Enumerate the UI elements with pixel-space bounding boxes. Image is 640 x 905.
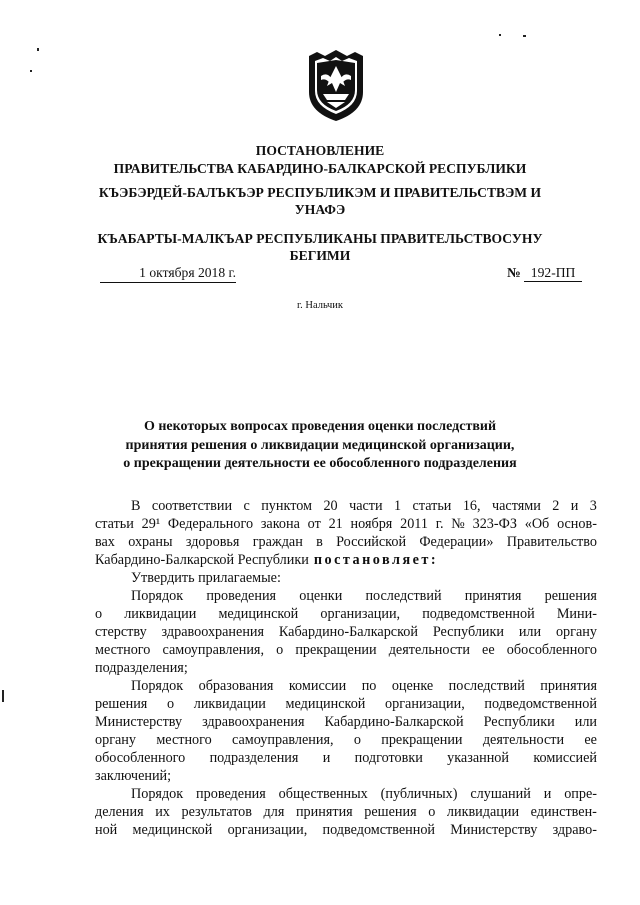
text-word: местного xyxy=(95,642,151,658)
text-word: статьи xyxy=(95,516,134,532)
text-word: последствий xyxy=(365,588,442,604)
text-word: органу xyxy=(95,732,136,748)
text-word: 3 xyxy=(589,498,597,514)
text-word: или xyxy=(518,624,542,640)
scan-speck xyxy=(37,48,39,51)
text-line xyxy=(95,767,597,785)
text-word: здраво- xyxy=(552,822,597,838)
decree-body xyxy=(95,497,597,839)
text-word: «Об xyxy=(524,516,550,532)
text-word: Кабардино-Балкарской xyxy=(324,714,464,730)
text-word: опре- xyxy=(564,786,597,802)
text-word: В xyxy=(131,498,141,514)
header-bal-line: КЪАБАРТЫ-МАЛКЪАР РЕСПУБЛИКАНЫ ПРАВИТЕЛЬСТВОСУНУ xyxy=(97,231,543,246)
text-word: 16, xyxy=(462,498,481,514)
text-word: или xyxy=(574,714,597,730)
scan-speck xyxy=(523,35,526,37)
scan-mark xyxy=(2,690,4,702)
header-ru xyxy=(80,142,560,177)
text-word: 2011 xyxy=(400,516,428,532)
text-word: Министерству xyxy=(95,714,183,730)
text-word: деятельности xyxy=(482,732,565,748)
text-word: ее xyxy=(584,732,597,748)
text-word: 20 xyxy=(323,498,338,514)
text-word: самоуправления, xyxy=(232,732,334,748)
text-word: в xyxy=(316,534,323,550)
text-word: от xyxy=(307,516,321,532)
text-word: пунктом xyxy=(261,498,313,514)
text-word: Федерации» xyxy=(419,534,494,550)
text-word: по xyxy=(361,678,377,694)
text-word: результатов xyxy=(181,804,252,820)
text-line xyxy=(95,587,597,605)
text-word: Российской xyxy=(336,534,407,550)
text-line xyxy=(95,659,597,677)
text-word: о xyxy=(95,606,103,622)
text-line xyxy=(95,695,597,713)
text-word: комиссией xyxy=(533,750,597,766)
text-word: и xyxy=(570,498,579,514)
text-word: здравоохранения xyxy=(161,624,265,640)
text-word: медицинской xyxy=(132,822,213,838)
header-ru-line: ПОСТАНОВЛЕНИЕ xyxy=(255,143,385,158)
text-word: самоуправления, xyxy=(162,642,265,658)
text-word: ной xyxy=(95,822,118,838)
paragraph-3 xyxy=(95,587,597,659)
decree-number xyxy=(507,265,591,282)
text-word: закона xyxy=(260,516,300,532)
text-word: 1 xyxy=(394,498,402,514)
text-word: медицинской xyxy=(285,696,366,712)
text-word: комиссии xyxy=(288,678,347,694)
text-word: указанной xyxy=(447,750,509,766)
text-word: оценке xyxy=(391,678,434,694)
text-word: Республики xyxy=(432,624,504,640)
text-word: прекращении xyxy=(295,642,377,658)
decree-title xyxy=(80,418,560,474)
header-kab xyxy=(80,184,560,218)
header-bal xyxy=(80,230,560,264)
text-word: подведомственной xyxy=(322,822,436,838)
text-word: Порядок xyxy=(131,588,184,604)
text-word: органу xyxy=(555,624,597,640)
text-word: организации, xyxy=(385,696,465,712)
text-word: № xyxy=(451,516,465,532)
text-line xyxy=(95,803,597,821)
text-word: (публичных) xyxy=(380,786,458,802)
scan-speck xyxy=(499,34,501,36)
text-word: организации, xyxy=(320,606,401,622)
header-kab-line: УНАФЭ xyxy=(294,202,346,217)
text-word: обособленного xyxy=(506,642,597,658)
text-word: части xyxy=(349,498,383,514)
text-word: основ- xyxy=(557,516,597,532)
text-word: здравоохранения xyxy=(202,714,305,730)
text-word: ликвидации xyxy=(446,804,520,820)
text-word: г. xyxy=(435,516,444,532)
text-word: стерству xyxy=(95,624,147,640)
text-line xyxy=(95,623,597,641)
paragraph-1 xyxy=(95,497,597,551)
title-line: О некоторых вопросах проведения оценки последствий xyxy=(143,419,497,434)
text-word: с xyxy=(243,498,250,514)
text-word: заключений; xyxy=(95,768,172,784)
text-word: 323-ФЗ xyxy=(472,516,517,532)
text-word: о xyxy=(276,642,284,658)
text-word: Утвердить прилагаемые: xyxy=(131,570,281,586)
text-word: о xyxy=(166,696,175,712)
text-line xyxy=(95,677,597,695)
text-line xyxy=(95,569,597,587)
text-line xyxy=(95,821,597,839)
text-word: решения xyxy=(364,804,417,820)
text-word: Федерального xyxy=(167,516,254,532)
text-word: подведомственной xyxy=(422,606,535,622)
text-line xyxy=(95,497,597,515)
text-word: здоровья xyxy=(185,534,240,550)
paragraph-5 xyxy=(95,785,597,839)
text-line xyxy=(95,731,597,749)
text-word: 2 xyxy=(552,498,560,514)
title-line: принятия решения о ликвидации медицинской организации, xyxy=(125,437,515,453)
text-word: и xyxy=(322,750,331,766)
text-word: подготовки xyxy=(354,750,423,766)
text-line xyxy=(95,749,597,767)
text-word: 21 xyxy=(328,516,343,532)
text-word: 29¹ xyxy=(141,516,161,532)
text-line xyxy=(95,551,597,569)
text-word: медицинской xyxy=(218,606,299,622)
text-word: Республики xyxy=(483,714,555,730)
city-line: г. Нальчик xyxy=(297,300,343,311)
text-word: статьи xyxy=(412,498,452,514)
text-word: и xyxy=(543,786,552,802)
text-word: оценки xyxy=(299,588,343,604)
text-word: подведомственной xyxy=(484,696,597,712)
paragraph-4 xyxy=(95,677,597,767)
text-word: ее xyxy=(482,642,495,658)
text-word: единствен- xyxy=(530,804,597,820)
text-word: Порядок xyxy=(131,786,184,802)
text-word: подразделения; xyxy=(95,660,188,676)
text-line xyxy=(95,515,597,533)
title-line: о прекращении деятельности ее обособленного подразделения xyxy=(123,456,517,471)
text-word: частями xyxy=(491,498,541,514)
text-word: граждан xyxy=(252,534,303,550)
header-bal-line: БЕГИМИ xyxy=(289,248,351,263)
text-word: решения xyxy=(95,696,148,712)
text-line xyxy=(95,641,597,659)
text-word: принятия xyxy=(295,804,353,820)
text-word: подразделения xyxy=(209,750,299,766)
text-word: проведения xyxy=(206,588,277,604)
text-word: Кабардино-Балкарской Республики xyxy=(95,552,309,568)
text-word: организации, xyxy=(227,822,308,838)
text-word: ноября xyxy=(350,516,393,532)
text-word: охраны xyxy=(128,534,173,550)
text-word: вах xyxy=(95,534,115,550)
text-word: слушаний xyxy=(470,786,531,802)
text-word: принятия xyxy=(540,678,597,694)
text-word: Министерству xyxy=(450,822,538,838)
text-word: соответствии xyxy=(151,498,233,514)
text-word: последствий xyxy=(448,678,525,694)
number-value: 192-ПП xyxy=(524,265,582,282)
text-line xyxy=(95,533,597,551)
text-line xyxy=(95,785,597,803)
text-word: прекращении xyxy=(381,732,463,748)
text-word: деления xyxy=(95,804,144,820)
text-word: ликвидации xyxy=(193,696,266,712)
text-word: ликвидации xyxy=(124,606,197,622)
decree-date: 1 октября 2018 г. xyxy=(100,265,236,283)
text-word: образования xyxy=(198,678,274,694)
text-word: местного xyxy=(156,732,212,748)
coat-of-arms-emblem xyxy=(305,48,367,123)
scan-speck xyxy=(30,70,32,72)
text-word: их xyxy=(155,804,170,820)
header-kab-line: КЪЭБЭРДЕЙ-БАЛЪКЪЭР РЕСПУБЛИКЭМ И ПРАВИТЕЛЬСТВЭМ И xyxy=(98,185,542,200)
text-word: общественных xyxy=(278,786,368,802)
header-ru-line: ПРАВИТЕЛЬСТВА КАБАРДИНО-БАЛКАРСКОЙ РЕСПУБЛИКИ xyxy=(113,161,527,176)
text-word: Порядок xyxy=(131,678,184,694)
text-word: принятия xyxy=(464,588,522,604)
number-sign: № xyxy=(507,265,521,280)
text-word: решения xyxy=(544,588,597,604)
text-word: проведения xyxy=(196,786,266,802)
text-word: деятельности xyxy=(388,642,470,658)
text-word: обособленного xyxy=(95,750,186,766)
text-line xyxy=(95,713,597,731)
text-word: для xyxy=(263,804,285,820)
text-word: о xyxy=(353,732,361,748)
text-word: о xyxy=(428,804,436,820)
text-word: Мини- xyxy=(556,606,597,622)
text-word: Правительство xyxy=(506,534,597,550)
emphasis-word: постановляет: xyxy=(313,552,439,568)
text-word: Кабардино-Балкарской xyxy=(278,624,418,640)
text-line xyxy=(95,605,597,623)
